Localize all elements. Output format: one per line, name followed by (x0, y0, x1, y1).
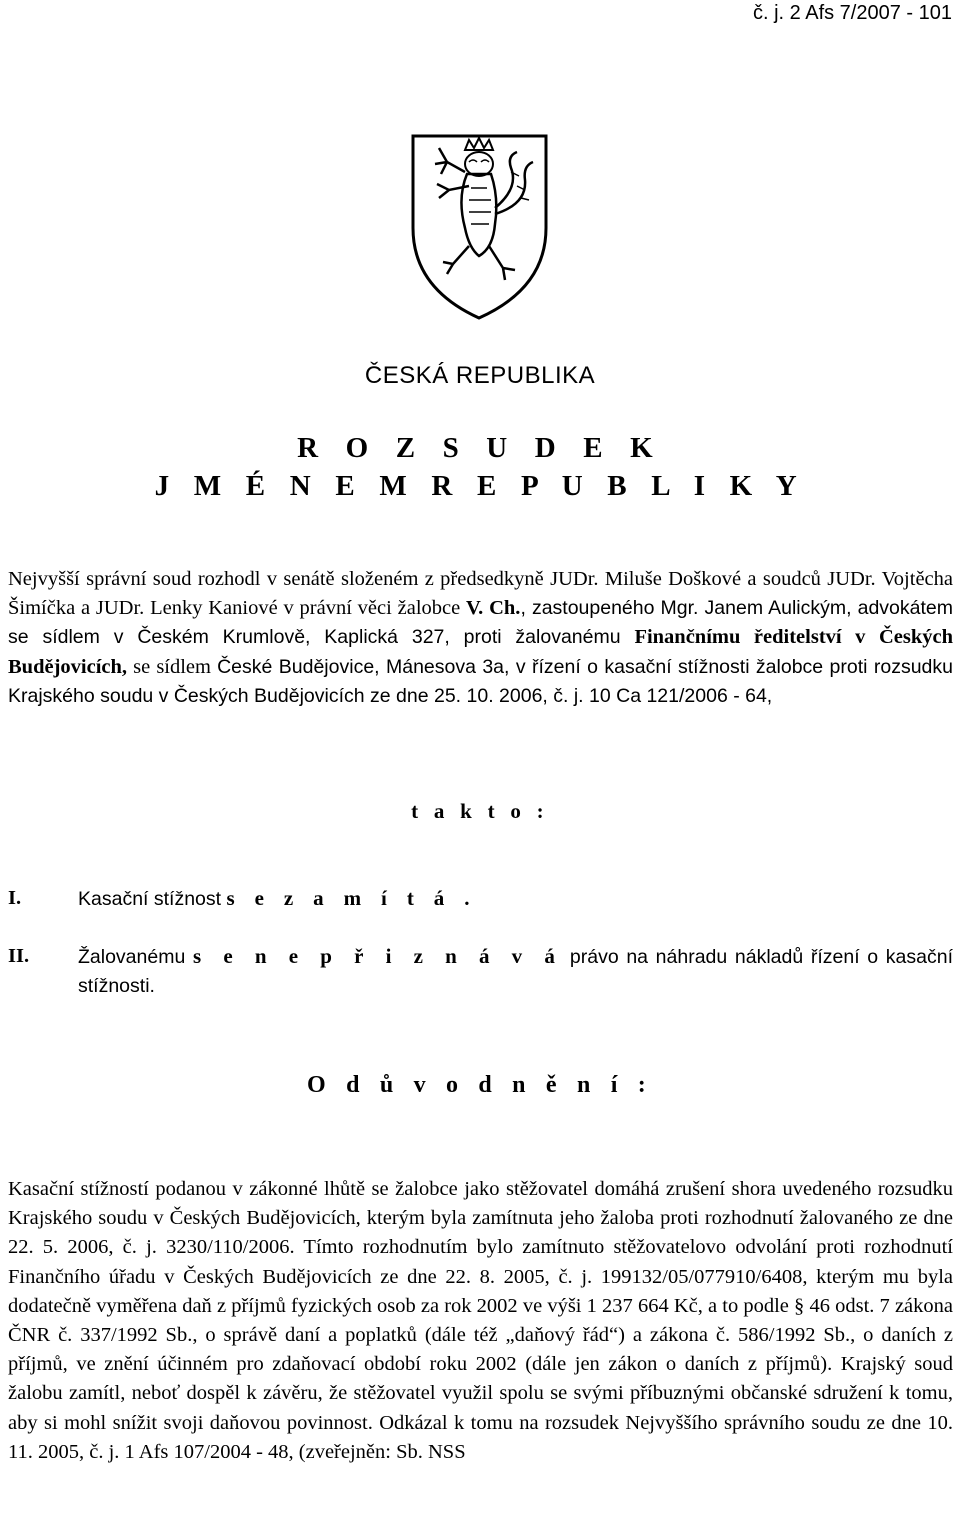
verdict-post: právo na náhradu nákladů řízení o kasační stížnosti. (78, 946, 953, 997)
takto-heading: t a k t o : (411, 799, 549, 823)
verdict-number: I. (8, 887, 22, 909)
verdict-item-2 (8, 942, 953, 1001)
verdict-pre: Žalovanému (78, 946, 193, 968)
verdict-spaced: s e z a m í t á . (226, 886, 477, 910)
verdict-text (78, 942, 953, 1001)
reasoning-text: Kasační stížností podanou v zákonné lhůtě se žalobce jako stěžovatel domáhá zrušení shora uvedeného rozsudku Krajského soudu v Českých Budějovicích, kterým byla zamítnuta jeho žaloba proti rozhodnutí žalovaného ze dne 22. 5. 2006, č. j. 3230/110/2006. Tímto rozhodnutím bylo zamítnuto stěžovatelovo odvolání proti rozhodnutí Finančního úřadu v Českých Budějovicích ze dne 22. 8. 2005, č. j. 199132/05/077910/6408, kterým mu byla dodatečně vyměřena daň z příjmů fyzických osob za rok 2002 ve výši 1 237 664 Kč, a to podle § 46 odst. 7 zákona ČNR č. 337/1992 Sb., o správě daní a poplatků (dále též „daňový řád“) a zákona č. 586/1992 Sb., o daních z příjmů, ve znění účinném pro zdaňovací období roku 2002 (dále jen zákon o daních z příjmů). Krajský soud žalobu zamítl, neboť dospěl k závěru, že stěžovatel využil spolu se svými příbuznými občanské sdružení k tomu, aby si mohl snížit svoji daňovou povinnost. Odkázal k tomu na rozsudek Nejvyššího správního soudu ze dne 10. 11. 2005, č. j. 1 Afs 107/2004 - 48, (zveřejněn: Sb. NSS (8, 1178, 953, 1463)
verdict-text (78, 884, 953, 914)
verdict-pre: Kasační stížnost (78, 888, 227, 910)
plaintiff-name: V. Ch. (466, 597, 521, 620)
defendant-name: Finančnímu ředitelství v Českých Budějovicích, (8, 626, 953, 678)
verdict-item-1 (8, 884, 953, 914)
intro-text-1: Nejvyšší správní soud rozhodl v senátě složeném z předsedkyně JUDr. Miluše Doškové a soudců JUDr. Vojtěcha Šimíčka a JUDr. Lenky Kaniové v právní věci žalobce (8, 568, 953, 620)
case-reference: č. j. 2 Afs 7/2007 - 101 (752, 2, 952, 24)
state-name: ČESKÁ REPUBLIKA (364, 362, 596, 389)
intro-paragraph (8, 565, 953, 711)
reasoning-paragraph (8, 1175, 953, 1467)
intro-text-4: České Budějovice, Mánesova 3a, v řízení o kasační stížnosti žalobce proti rozsudku Krajského soudu v Českých Budějovicích ze dne 25. 10. 2006, č. j. 10 Ca 121/2006 - 64, (8, 655, 953, 707)
intro-text-3: se sídlem (127, 655, 218, 678)
czech-lion-coat-of-arms-icon (407, 128, 552, 323)
reasoning-heading: O d ů v o d n ě n í : (307, 1072, 653, 1098)
verdict-spaced: s e n e p ř i z n á v á (192, 944, 563, 968)
judgment-title: R O Z S U D E K (297, 432, 663, 464)
intro-text-2: , zastoupeného Mgr. Janem Aulickým, advokátem se sídlem v Českém Krumlově, Kaplická 327, proti žalovanému (8, 597, 953, 649)
judgment-subtitle: J M É N E M R E P U B L I K Y (154, 470, 806, 502)
verdict-number: II. (8, 945, 30, 967)
